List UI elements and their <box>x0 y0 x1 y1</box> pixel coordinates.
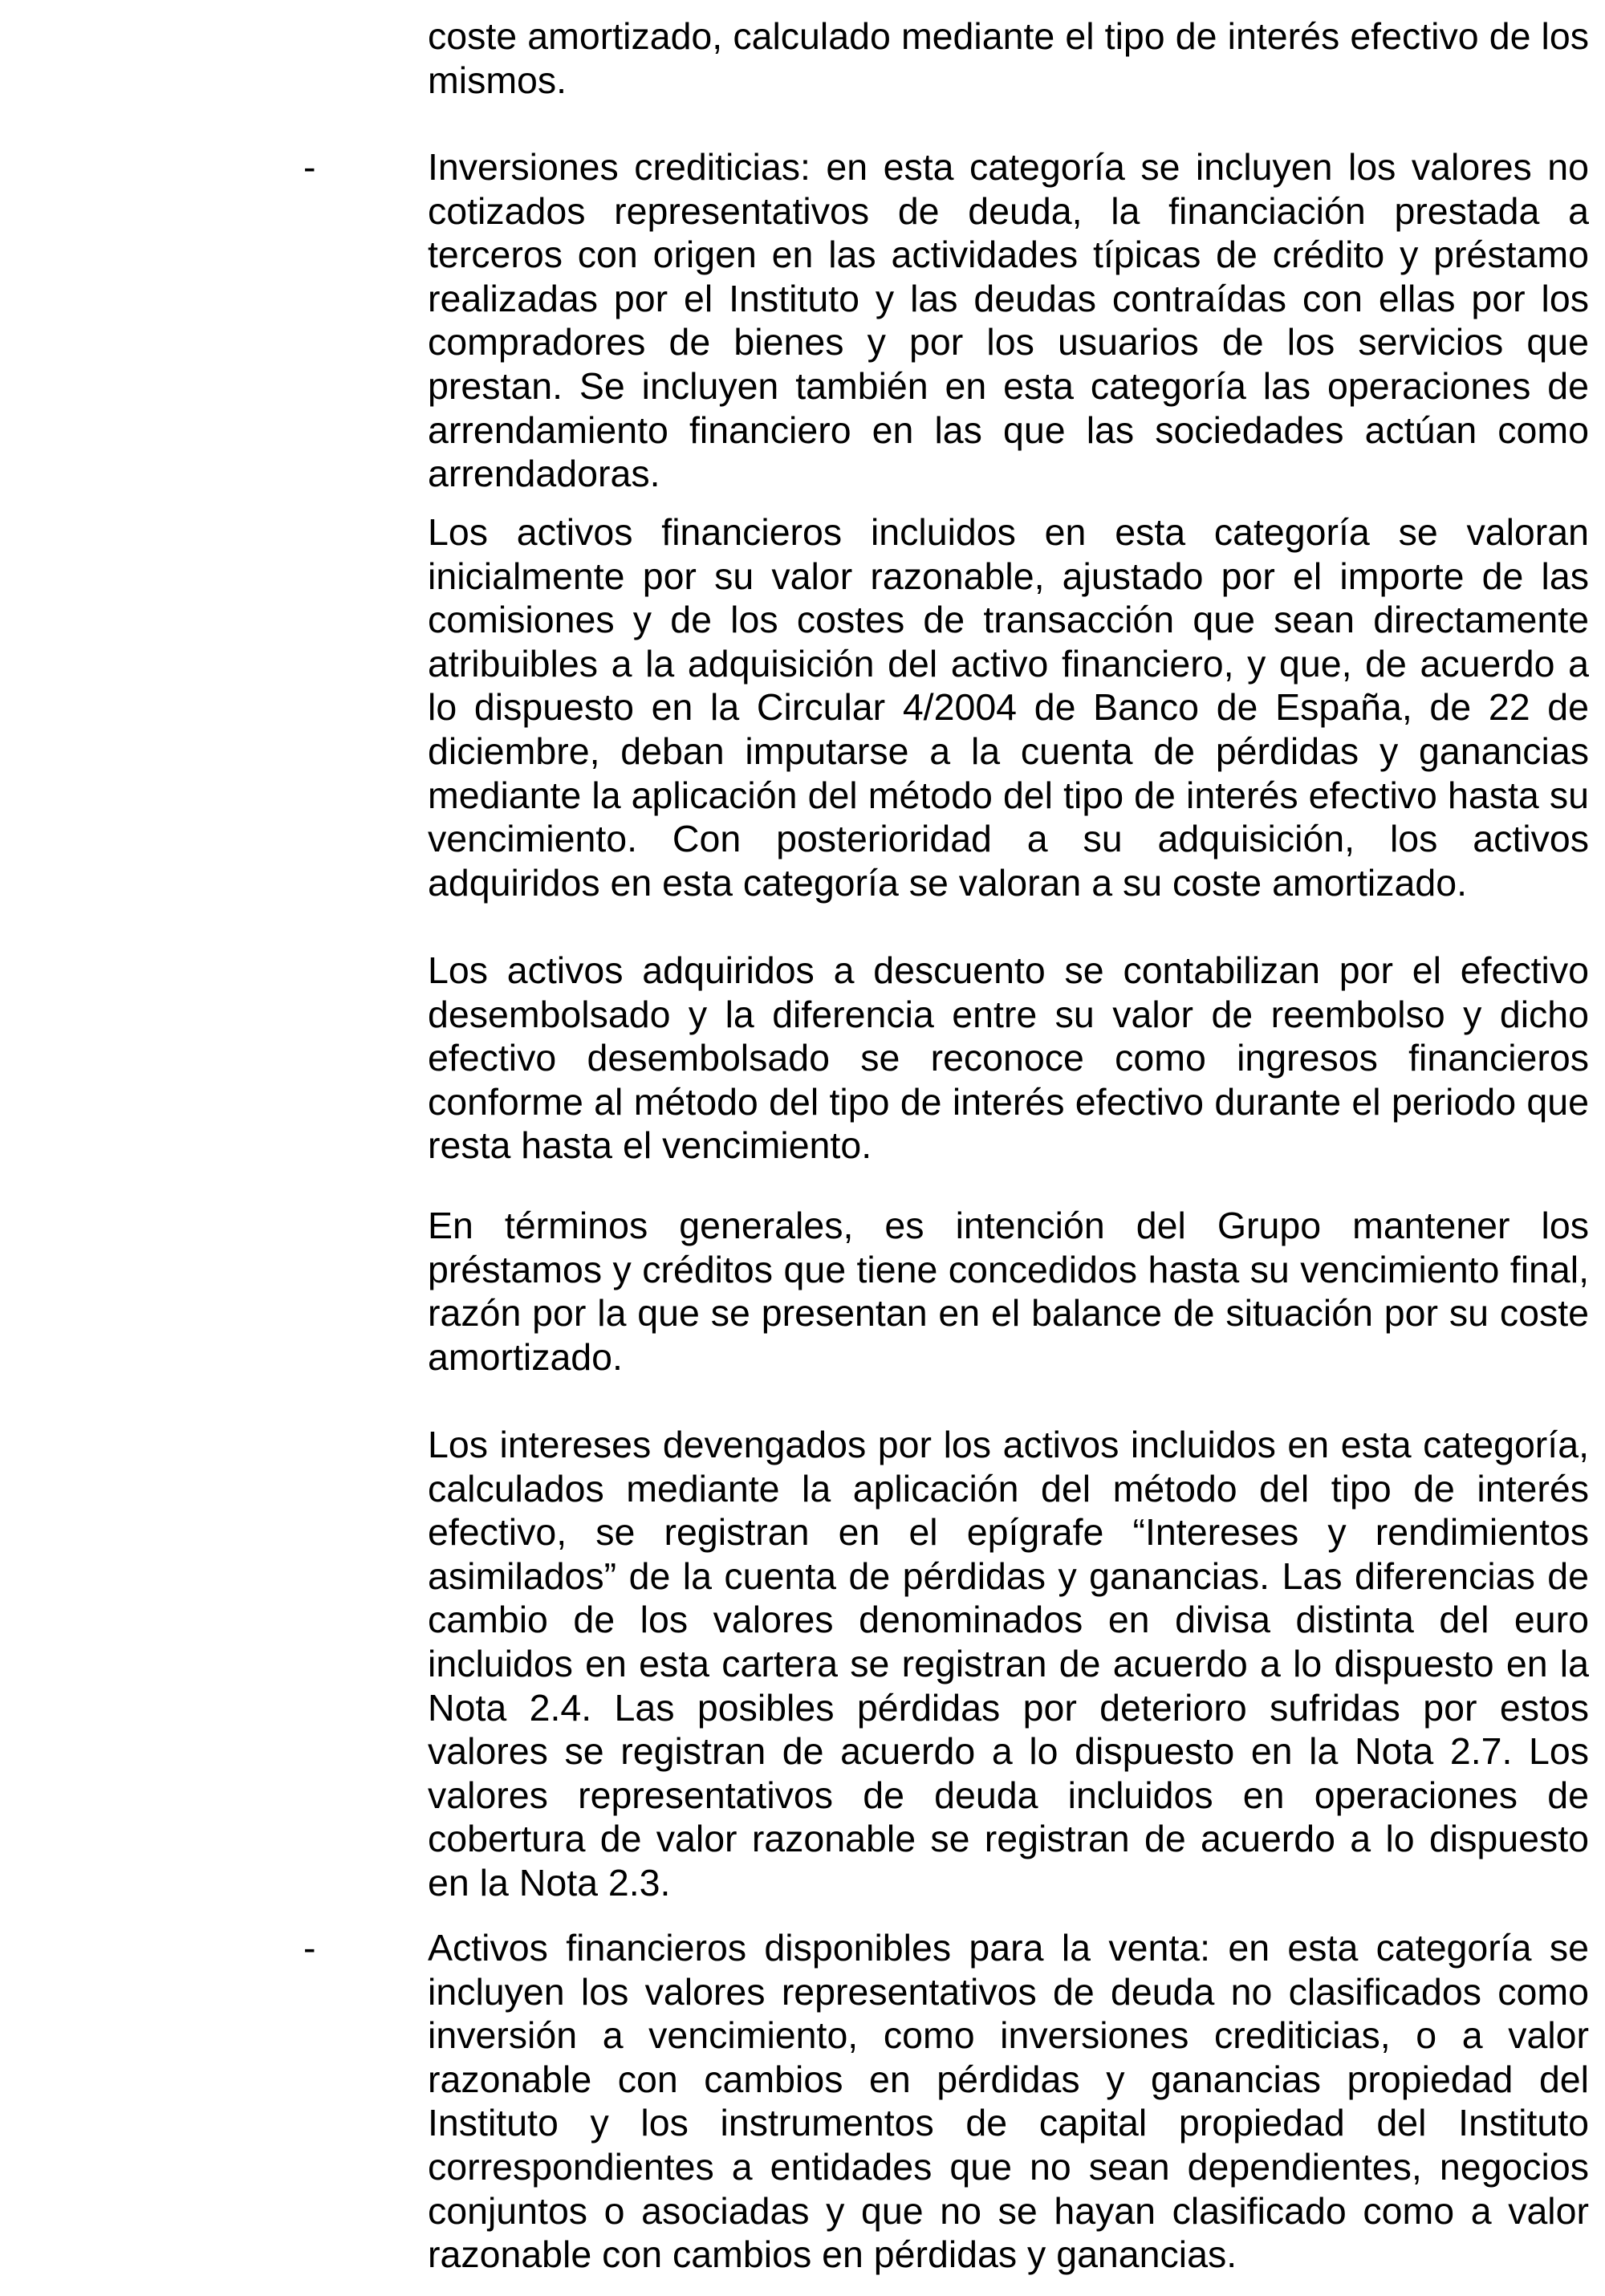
paragraph-intencion: En términos generales, es intención del Grupo mantener los préstamos y créditos que tiene concedidos hasta su vencimiento final, razón por la que se presentan en el balance de situación por su coste amortizado. <box>428 1205 1589 1378</box>
list-bullet-disponibles: - <box>303 1927 316 1969</box>
list-bullet-inversiones: - <box>303 146 316 188</box>
list-item-inversiones-crediticias: Inversiones crediticias: en esta categoría se incluyen los valores no cotizados representativos de deuda, la financiación prestada a terceros con origen en las actividades típicas de crédito y préstamo realizadas por el Instituto y las deudas contraídas con ellas por los compradores de bienes y por los usuarios de los servicios que prestan. Se incluyen también en esta categoría las operaciones de arrendamiento financiero en las que las sociedades actúan como arrendadoras. <box>428 146 1589 495</box>
paragraph-intereses: Los intereses devengados por los activos incluidos en esta categoría, calculados mediante la aplicación del método del tipo de interés efectivo, se registran en el epígrafe “Intereses y rendimientos asimilados” de la cuenta de pérdidas y ganancias. Las diferencias de cambio de los valores denominados en divisa distinta del euro incluidos en esta cartera se registran de acuerdo a lo dispuesto en la Nota 2.4. Las posibles pérdidas por deterioro sufridas por estos valores se registran de acuerdo a lo dispuesto en la Nota 2.7. Los valores representativos de deuda incluidos en operaciones de cobertura de valor razonable se registran de acuerdo a lo dispuesto en la Nota 2.3. <box>428 1424 1589 1904</box>
paragraph-descuento: Los activos adquiridos a descuento se contabilizan por el efectivo desembolsado y la diferencia entre su valor de reembolso y dicho efectivo desembolsado se reconoce como ingresos financieros conforme al método del tipo de interés efectivo durante el periodo que resta hasta el vencimiento. <box>428 949 1589 1167</box>
list-item-disponibles-venta: Activos financieros disponibles para la venta: en esta categoría se incluyen los valores representativos de deuda no clasificados como inversión a vencimiento, como inversiones crediticias, o a valor razonable con cambios en pérdidas y ganancias propiedad del Instituto y los instrumentos de capital propiedad del Instituto correspondientes a entidades que no sean dependientes, negocios conjuntos o asociadas y que no se hayan clasificado como a valor razonable con cambios en pérdidas y ganancias. <box>428 1927 1589 2276</box>
paragraph-valoracion: Los activos financieros incluidos en esta categoría se valoran inicialmente por su valor razonable, ajustado por el importe de las comisiones y de los costes de transacción que sean directamente atribuibles a la adquisición del activo financiero, y que, de acuerdo a lo dispuesto en la Circular 4/2004 de Banco de España, de 22 de diciembre, deban imputarse a la cuenta de pérdidas y ganancias mediante la aplicación del método del tipo de interés efectivo hasta su vencimiento. Con posterioridad a su adquisición, los activos adquiridos en esta categoría se valoran a su coste amortizado. <box>428 511 1589 904</box>
continuation-paragraph: coste amortizado, calculado mediante el tipo de interés efectivo de los mismos. <box>428 15 1589 101</box>
